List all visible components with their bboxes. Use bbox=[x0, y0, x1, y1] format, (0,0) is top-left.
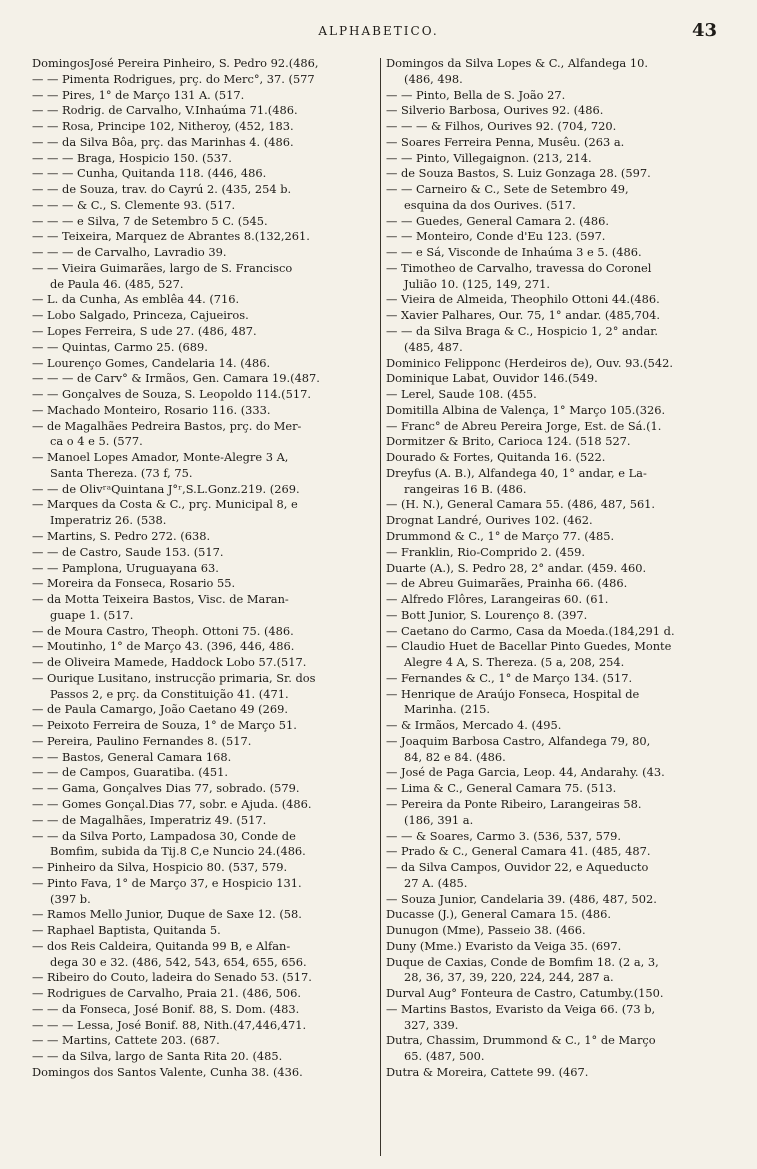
directory-entry-line: — (H. N.), General Camara 55. (486, 487, 561. bbox=[386, 497, 656, 512]
directory-entry-line: Dreyfus (A. B.), Alfandega 40, 1° andar, e La- bbox=[386, 465, 647, 480]
directory-entry-line: — Lobo Salgado, Princeza, Cajueiros. bbox=[32, 308, 249, 323]
directory-entry-line: — de Paula Camargo, João Caetano 49 (269. bbox=[32, 702, 288, 717]
directory-entry-line: Dominico Felipponc (Herdeiros de), Ouv. 93.(542. bbox=[386, 355, 674, 370]
directory-entry-line: — — Pires, 1° de Março 131 A. (517. bbox=[32, 87, 245, 102]
directory-entry-line: — — & Soares, Carmo 3. (536, 537, 579. bbox=[386, 828, 621, 843]
directory-entry-line: — Claudio Huet de Bacellar Pinto Guedes, Monte bbox=[386, 639, 672, 654]
directory-entry-line: Dourado & Fortes, Quitanda 16. (522. bbox=[386, 450, 606, 465]
directory-entry-line: Dutra & Moreira, Cattete 99. (467. bbox=[386, 1065, 589, 1079]
directory-entry-line: — — Carneiro & C., Sete de Setembro 49, bbox=[386, 182, 629, 197]
directory-entry-line: Dunugon (Mme), Passeio 38. (466. bbox=[386, 923, 586, 938]
directory-entry-line: Ducasse (J.), General Camara 15. (486. bbox=[386, 907, 612, 922]
directory-entry-line: — Peixoto Ferreira de Souza, 1° de Março 51. bbox=[32, 718, 297, 733]
directory-entry-line: — — de Campos, Guaratiba. (451. bbox=[32, 765, 229, 780]
directory-entry-line: — — Quintas, Carmo 25. (689. bbox=[32, 339, 208, 354]
directory-entry-line: — Lourenço Gomes, Candelaria 14. (486. bbox=[32, 355, 271, 370]
directory-entry-line: ca o 4 e 5. (577. bbox=[50, 434, 143, 449]
directory-entry-line: — Moreira da Fonseca, Rosario 55. bbox=[32, 576, 236, 591]
directory-entry-line: guape 1. (517. bbox=[50, 607, 134, 622]
directory-entry-line: — — Vieira Guimarães, largo de S. Francisco bbox=[32, 260, 293, 275]
directory-entry-line: 65. (487, 500. bbox=[404, 1049, 485, 1064]
directory-entry-line: — Ramos Mello Junior, Duque de Saxe 12. (58. bbox=[32, 907, 302, 922]
directory-entry-line: dega 30 e 32. (486, 542, 543, 654, 655, 656. bbox=[50, 954, 307, 969]
directory-entry-line: — Moutinho, 1° de Março 43. (396, 446, 486. bbox=[32, 639, 295, 654]
directory-entry-line: — — de OlivʳᵃQuintana J°ʳ,S.L.Gonz.219. (269. bbox=[32, 481, 300, 496]
directory-entry-line: 84, 82 e 84. (486. bbox=[404, 749, 506, 764]
directory-entry-line: — Alfredo Flôres, Larangeiras 60. (61. bbox=[386, 592, 609, 607]
directory-entry-line: — Xavier Palhares, Our. 75, 1° andar. (485,704. bbox=[386, 308, 661, 323]
directory-entry-line: — — de Magalhães, Imperatriz 49. (517. bbox=[32, 812, 267, 827]
directory-entry-line: — — da Silva Porto, Lampadosa 30, Conde de bbox=[32, 828, 296, 843]
directory-entry-line: — — — Lessa, José Bonif. 88, Nith.(47,446,471. bbox=[32, 1017, 307, 1032]
directory-entry-line: Domingos dos Santos Valente, Cunha 38. (436. bbox=[32, 1065, 303, 1079]
directory-entry-line: — Bott Junior, S. Lourenço 8. (397. bbox=[386, 607, 588, 622]
directory-entry-line: — — Bastos, General Camara 168. bbox=[32, 749, 232, 764]
directory-entry-line: — José de Paga Garcia, Leop. 44, Andarahy. (43. bbox=[386, 765, 665, 780]
directory-entry-line: — Henrique de Araújo Fonseca, Hospital de bbox=[386, 686, 640, 701]
directory-entry-line: Dutra, Chassim, Drummond & C., 1° de Março bbox=[386, 1033, 656, 1048]
directory-entry-line: Drognat Landré, Ourives 102. (462. bbox=[386, 513, 593, 528]
running-header: ALPHABETICO. bbox=[318, 24, 439, 38]
directory-entry-line: — Ourique Lusitano, instrucção primaria, Sr. dos bbox=[32, 670, 316, 685]
directory-entry-line: de Paula 46. (485, 527. bbox=[50, 276, 184, 291]
directory-entry-line: — — Pamplona, Uruguayana 63. bbox=[32, 560, 219, 575]
directory-entry-line: — — — de Carvalho, Lavradio 39. bbox=[32, 245, 227, 260]
column-divider bbox=[380, 58, 381, 1156]
directory-entry-line: Alegre 4 A, S. Thereza. (5 a, 208, 254. bbox=[404, 655, 625, 670]
right-column bbox=[386, 56, 731, 1081]
directory-entry-line: Duarte (A.), S. Pedro 28, 2° andar. (459. 460. bbox=[386, 560, 647, 575]
directory-entry-line: — da Motta Teixeira Bastos, Visc. de Maran- bbox=[32, 592, 289, 607]
directory-entry-line: — Soares Ferreira Penna, Musêu. (263 a. bbox=[386, 134, 625, 149]
directory-entry-line: — Franklin, Rio-Comprido 2. (459. bbox=[386, 544, 585, 559]
directory-entry-line: — — Martins, Cattete 203. (687. bbox=[32, 1033, 220, 1048]
directory-entry-line: — Lerel, Saude 108. (455. bbox=[386, 387, 537, 402]
directory-entry-line: — — da Fonseca, José Bonif. 88, S. Dom. (483. bbox=[32, 1001, 300, 1016]
directory-entry-line: — Prado & C., General Camara 41. (485, 487. bbox=[386, 844, 651, 859]
directory-entry-line: Passos 2, e prç. da Constituição 41. (471. bbox=[50, 686, 289, 701]
directory-entry-line: — Lima & C., General Camara 75. (513. bbox=[386, 781, 617, 796]
directory-entry-line: — Ribeiro do Couto, ladeira do Senado 53. (517. bbox=[32, 970, 312, 985]
directory-entry-line: — — Pinto, Villegaignon. (213, 214. bbox=[386, 150, 592, 165]
directory-entry-line: 28, 36, 37, 39, 220, 224, 244, 287 a. bbox=[404, 970, 614, 985]
directory-entry-line: — — Monteiro, Conde d'Eu 123. (597. bbox=[386, 229, 606, 244]
directory-entry-line: esquina da dos Ourives. (517. bbox=[404, 197, 576, 212]
directory-entry-line: — Joaquim Barbosa Castro, Alfandega 79, 80, bbox=[386, 733, 651, 748]
left-column bbox=[32, 56, 377, 1081]
directory-entry-line: — de Souza Bastos, S. Luiz Gonzaga 28. (597. bbox=[386, 166, 651, 181]
directory-entry-line: — — — & C., S. Clemente 93. (517. bbox=[32, 197, 236, 212]
directory-entry-line: — — e Sá, Visconde de Inhaúma 3 e 5. (486. bbox=[386, 245, 642, 260]
directory-entry-line: — — Teixeira, Marquez de Abrantes 8.(132,261. bbox=[32, 229, 310, 244]
directory-entry-line: — de Oliveira Mamede, Haddock Lobo 57.(517. bbox=[32, 655, 307, 670]
directory-entry-line: Durval Aug° Fonteura de Castro, Catumby.(150. bbox=[386, 986, 664, 1001]
directory-entry-line: — Pinheiro da Silva, Hospicio 80. (537, 579. bbox=[32, 860, 288, 875]
directory-entry-line: Imperatriz 26. (538. bbox=[50, 513, 167, 528]
directory-entry-line: Domingos da Silva Lopes & C., Alfandega 10. bbox=[386, 56, 648, 70]
directory-entry-line: (397 b. bbox=[50, 891, 91, 906]
directory-entry-line: — — Gonçalves de Souza, S. Leopoldo 114.(517. bbox=[32, 387, 311, 402]
directory-entry-line: Duny (Mme.) Evaristo da Veiga 35. (697. bbox=[386, 938, 622, 953]
directory-entry-line: — Souza Junior, Candelaria 39. (486, 487, 502. bbox=[386, 891, 657, 906]
directory-entry-line: — Timotheo de Carvalho, travessa do Coronel bbox=[386, 260, 652, 275]
directory-entry-line: — — — e Silva, 7 de Setembro 5 C. (545. bbox=[32, 213, 268, 228]
directory-entry-line: — — Gomes Gonçal.Dias 77, sobr. e Ajuda. (486. bbox=[32, 796, 312, 811]
directory-entry-line: — dos Reis Caldeira, Quitanda 99 B, e Alfan- bbox=[32, 938, 291, 953]
directory-entry-line: — de Moura Castro, Theoph. Ottoni 75. (486. bbox=[32, 623, 294, 638]
directory-entry-line: — Martins Bastos, Evaristo da Veiga 66. (73 b, bbox=[386, 1001, 656, 1016]
directory-entry-line: — — de Souza, trav. do Cayrú 2. (435, 254 b. bbox=[32, 182, 292, 197]
directory-entry-line: Drummond & C., 1° de Março 77. (485. bbox=[386, 528, 615, 543]
directory-entry-line: — Silverio Barbosa, Ourives 92. (486. bbox=[386, 103, 604, 118]
directory-entry-line: — — Gama, Gonçalves Dias 77, sobrado. (579. bbox=[32, 781, 300, 796]
directory-entry-line: — — da Silva Bôa, prç. das Marinhas 4. (486. bbox=[32, 134, 294, 149]
directory-entry-line: — — Pinto, Bella de S. João 27. bbox=[386, 87, 566, 102]
directory-entry-line: — Franc° de Abreu Pereira Jorge, Est. de Sá.(1. bbox=[386, 418, 662, 433]
directory-entry-line: — Raphael Baptista, Quitanda 5. bbox=[32, 923, 221, 938]
directory-entry-line: Domitilla Albina de Valença, 1° Março 105.(326. bbox=[386, 402, 666, 417]
directory-entry-line: Duque de Caxias, Conde de Bomfim 18. (2 a, 3, bbox=[386, 954, 659, 969]
directory-entry-line: — — — Cunha, Quitanda 118. (446, 486. bbox=[32, 166, 267, 181]
directory-entry-line: 327, 339. bbox=[404, 1017, 459, 1032]
directory-entry-line: — — — Braga, Hospicio 150. (537. bbox=[32, 150, 232, 165]
directory-entry-line: — & Irmãos, Mercado 4. (495. bbox=[386, 718, 562, 733]
directory-entry-line: Julião 10. (125, 149, 271. bbox=[404, 276, 550, 291]
directory-entry-line: — Lopes Ferreira, S ude 27. (486, 487. bbox=[32, 324, 257, 339]
directory-entry-line: — — Rodrig. de Carvalho, V.Inhaúma 71.(486. bbox=[32, 103, 298, 118]
directory-entry-line: — de Abreu Guimarães, Prainha 66. (486. bbox=[386, 576, 628, 591]
directory-entry-line: (186, 391 a. bbox=[404, 812, 474, 827]
directory-entry-line: — Manoel Lopes Amador, Monte-Alegre 3 A, bbox=[32, 450, 289, 465]
page-number: 43 bbox=[691, 20, 717, 41]
directory-entry-line: — — Guedes, General Camara 2. (486. bbox=[386, 213, 609, 228]
directory-entry-line: — de Magalhães Pedreira Bastos, prç. do Mer- bbox=[32, 418, 302, 433]
directory-entry-line: — — — de Carv° & Irmãos, Gen. Camara 19.(487. bbox=[32, 371, 320, 386]
directory-entry-line: — L. da Cunha, As emblêa 44. (716. bbox=[32, 292, 240, 307]
directory-entry-line: rangeiras 16 B. (486. bbox=[404, 481, 527, 496]
directory-entry-line: — Martins, S. Pedro 272. (638. bbox=[32, 528, 211, 543]
directory-entry-line: Marinha. (215. bbox=[404, 702, 491, 717]
directory-entry-line: Bomfim, subida da Tij.8 C,e Nuncio 24.(486. bbox=[50, 844, 306, 859]
directory-entry-line: (486, 498. bbox=[404, 71, 463, 86]
directory-entry-line: — Caetano do Carmo, Casa da Moeda.(184,291 d. bbox=[386, 623, 675, 638]
directory-entry-line: — Pereira da Ponte Ribeiro, Larangeiras 58. bbox=[386, 796, 642, 811]
directory-entry-line: — — de Castro, Saude 153. (517. bbox=[32, 544, 224, 559]
directory-entry-line: — da Silva Campos, Ouvidor 22, e Aqueducto bbox=[386, 860, 649, 875]
directory-entry-line: — — Pimenta Rodrigues, prç. do Merc°, 37. (577 bbox=[32, 71, 315, 86]
directory-entry-line: Dominique Labat, Ouvidor 146.(549. bbox=[386, 371, 598, 386]
directory-entry-line: — Vieira de Almeida, Theophilo Ottoni 44.(486. bbox=[386, 292, 660, 307]
directory-entry-line: — Rodrigues de Carvalho, Praia 21. (486, 506. bbox=[32, 986, 302, 1001]
directory-entry-line: (485, 487. bbox=[404, 339, 463, 354]
directory-entry-line: — Marques da Costa & C., prç. Municipal 8, e bbox=[32, 497, 298, 512]
directory-entry-line: — Fernandes & C., 1° de Março 134. (517. bbox=[386, 670, 633, 685]
directory-entry-line: — — da Silva Braga & C., Hospicio 1, 2° andar. bbox=[386, 324, 659, 339]
directory-entry-line: — — da Silva, largo de Santa Rita 20. (485. bbox=[32, 1049, 283, 1064]
directory-entry-line: 27 A. (485. bbox=[404, 875, 468, 890]
directory-entry-line: Dormitzer & Brito, Carioca 124. (518 527. bbox=[386, 434, 631, 449]
directory-entry-line: — Pereira, Paulino Fernandes 8. (517. bbox=[32, 733, 252, 748]
directory-entry-line: — — — & Filhos, Ourives 92. (704, 720. bbox=[386, 119, 617, 134]
directory-entry-line: — Pinto Fava, 1° de Março 37, e Hospicio 131. bbox=[32, 875, 302, 890]
directory-entry-line: — Machado Monteiro, Rosario 116. (333. bbox=[32, 402, 271, 417]
directory-entry-line: — — Rosa, Principe 102, Nitheroy, (452, 183. bbox=[32, 119, 294, 134]
directory-entry-line: DomingosJosé Pereira Pinheiro, S. Pedro 92.(486, bbox=[32, 56, 319, 70]
directory-entry-line: Santa Thereza. (73 f, 75. bbox=[50, 465, 193, 480]
